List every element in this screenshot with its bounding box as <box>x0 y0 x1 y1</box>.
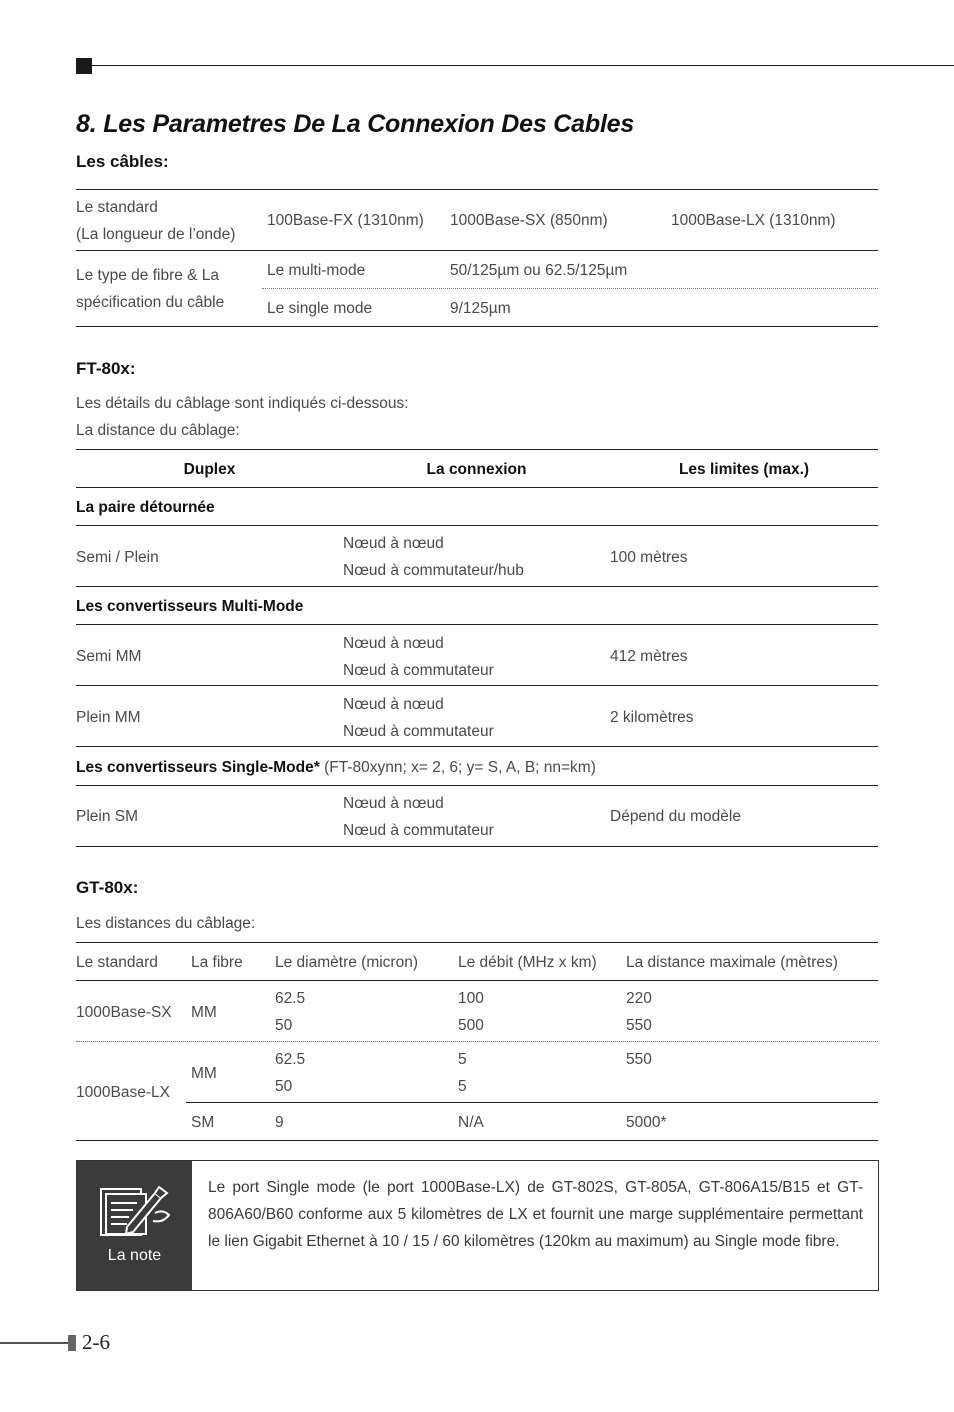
ft80x-row3-duplex: Plein MM <box>76 709 141 726</box>
ft80x-row3-connexion-line2: Nœud à commutateur <box>343 723 494 740</box>
ft80x-row4-connexion <box>343 790 494 844</box>
gt80x-sx-diameter-2: 50 <box>275 1017 293 1034</box>
cables-row-divider <box>76 250 878 251</box>
cables-fibre-type-label-line1: Le type de fibre & La <box>76 267 220 284</box>
gt80x-sx-max-distance-1: 220 <box>626 990 652 1007</box>
ft80x-row1-limit: 100 mètres <box>610 549 688 566</box>
ft80x-section-multimode: Les convertisseurs Multi-Mode <box>76 598 304 615</box>
gt80x-lx-diameter-sm: 9 <box>275 1114 284 1131</box>
gt80x-lx-diameter <box>275 1046 305 1100</box>
cables-table-bottom-rule <box>76 326 878 327</box>
ft80x-section-twisted-pair: La paire détournée <box>76 499 215 516</box>
gt80x-sx-bandwidth <box>458 985 484 1039</box>
header-rule <box>92 65 954 66</box>
gt80x-heading: GT-80x: <box>76 878 139 897</box>
cables-standard-label-line2: (La longueur de l’onde) <box>76 226 236 243</box>
gt80x-lx-max-distance-mm: 550 <box>626 1051 652 1068</box>
cables-multimode-value: 50/125µm ou 62.5/125µm <box>450 262 628 279</box>
cables-standard-label-line1: Le standard <box>76 199 158 216</box>
ft80x-table-bottom-rule <box>76 846 878 847</box>
cables-dotted-divider <box>262 288 878 289</box>
ft80x-row1-connexion <box>343 530 524 584</box>
gt80x-sx-bandwidth-2: 500 <box>458 1017 484 1034</box>
gt80x-lx-fibre-sm: SM <box>191 1114 215 1131</box>
gt80x-lx-divider <box>186 1102 878 1103</box>
gt80x-dotted-divider <box>76 1041 878 1042</box>
gt80x-lx-diameter-2: 50 <box>275 1078 293 1095</box>
ft80x-row4-limit: Dépend du modèle <box>610 808 741 825</box>
gt80x-lx-bandwidth <box>458 1046 467 1100</box>
note-pen-icon <box>97 1183 173 1239</box>
note-text: Le port Single mode (le port 1000Base-LX) de GT-802S, GT-805A, GT-806A15/B15 et GT-806A60/B60 conforme aux 5 kilomètres de LX et fournit une marge supplémentaire permettant le lien Gigabit Ethernet à 10 / 15 / 60 kilomètres (120km au maximum) au Single mode fibre. <box>208 1179 863 1250</box>
cables-fibre-type-label <box>76 262 224 316</box>
ft80x-row4-connexion-line2: Nœud à commutateur <box>343 822 494 839</box>
gt80x-header-bandwidth: Le débit (MHz x km) <box>458 954 597 971</box>
ft80x-row1-connexion-line2: Nœud à commutateur/hub <box>343 562 524 579</box>
cables-standard-sx: 1000Base-SX (850nm) <box>450 212 608 229</box>
gt80x-sx-bandwidth-1: 100 <box>458 990 484 1007</box>
ft80x-row2-limit: 412 mètres <box>610 648 688 665</box>
gt80x-sx-diameter-1: 62.5 <box>275 990 306 1007</box>
gt80x-intro: Les distances du câblage: <box>76 915 256 932</box>
ft80x-section-singlemode-title: Les convertisseurs Single-Mode* <box>76 759 320 776</box>
ft80x-row1-connexion-line1: Nœud à nœud <box>343 535 444 552</box>
gt80x-lx-max-distance-sm: 5000* <box>626 1114 667 1131</box>
gt80x-sx-max-distance <box>626 985 652 1039</box>
ft80x-intro-distance: La distance du câblage: <box>76 422 240 439</box>
gt80x-header-diameter: Le diamètre (micron) <box>275 954 418 971</box>
cables-standard-fx: 100Base-FX (1310nm) <box>267 212 424 229</box>
cables-fibre-type-label-line2: spécification du câble <box>76 294 225 311</box>
cables-table-top-rule <box>76 189 878 190</box>
ft80x-header-duplex: Duplex <box>183 461 236 478</box>
ft80x-section1-rule <box>76 525 878 526</box>
ft80x-row2-connexion <box>343 630 494 684</box>
gt80x-lx-fibre-mm: MM <box>191 1065 217 1082</box>
cables-singlemode-value: 9/125µm <box>450 300 511 317</box>
cables-heading: Les câbles: <box>76 152 169 171</box>
gt80x-lx-diameter-1: 62.5 <box>275 1051 306 1068</box>
gt80x-table-top-rule <box>76 942 878 943</box>
ft80x-header-connexion: La connexion <box>426 461 527 478</box>
gt80x-header-max-distance: La distance maximale (mètres) <box>626 954 838 971</box>
gt80x-lx-bandwidth-1: 5 <box>458 1051 467 1068</box>
ft80x-row3-connexion-line1: Nœud à nœud <box>343 696 444 713</box>
ft80x-row3-limit: 2 kilomètres <box>610 709 694 726</box>
cables-singlemode-label: Le single mode <box>267 300 373 317</box>
ft80x-table-top-rule <box>76 449 878 450</box>
ft80x-intro-details: Les détails du câblage sont indiqués ci-dessous: <box>76 395 409 412</box>
ft80x-row3-connexion <box>343 691 494 745</box>
ft80x-row1-rule <box>76 586 878 587</box>
footer-marker <box>68 1335 76 1351</box>
gt80x-lx-bandwidth-sm: N/A <box>458 1114 484 1131</box>
gt80x-table-bottom-rule <box>76 1140 878 1141</box>
ft80x-header-rule <box>76 487 878 488</box>
footer-rule <box>0 1342 68 1344</box>
gt80x-lx-standard: 1000Base-LX <box>76 1084 170 1101</box>
ft80x-row2-duplex: Semi MM <box>76 648 142 665</box>
gt80x-header-fibre: La fibre <box>191 954 243 971</box>
gt80x-header-rule <box>76 980 878 981</box>
header-marker <box>76 58 92 74</box>
page-number: 2-6 <box>82 1330 110 1354</box>
gt80x-sx-diameter <box>275 985 305 1039</box>
ft80x-row1-duplex: Semi / Plein <box>76 549 159 566</box>
page-title: 8. Les Parametres De La Connexion Des Cables <box>76 110 635 138</box>
gt80x-header-standard: Le standard <box>76 954 158 971</box>
ft80x-row4-connexion-line1: Nœud à nœud <box>343 795 444 812</box>
gt80x-lx-bandwidth-2: 5 <box>458 1078 467 1095</box>
ft80x-row4-duplex: Plein SM <box>76 808 139 825</box>
cables-standard-lx: 1000Base-LX (1310nm) <box>671 212 836 229</box>
ft80x-row3-rule <box>76 746 878 747</box>
cables-standard-label <box>76 194 235 248</box>
ft80x-section3-rule <box>76 785 878 786</box>
note-label: La note <box>107 1247 162 1264</box>
gt80x-sx-fibre: MM <box>191 1004 217 1021</box>
ft80x-section-singlemode <box>76 754 596 781</box>
ft80x-header-limits: Les limites (max.) <box>678 461 810 478</box>
note-sidebar <box>77 1161 192 1290</box>
ft80x-section-singlemode-detail: (FT-80xynn; x= 2, 6; y= S, A, B; nn=km) <box>319 759 596 776</box>
gt80x-sx-max-distance-2: 550 <box>626 1017 652 1034</box>
ft80x-section2-rule <box>76 624 878 625</box>
cables-multimode-label: Le multi-mode <box>267 262 366 279</box>
ft80x-heading: FT-80x: <box>76 359 136 378</box>
ft80x-row2-connexion-line2: Nœud à commutateur <box>343 662 494 679</box>
ft80x-row2-connexion-line1: Nœud à nœud <box>343 635 444 652</box>
ft80x-row2-rule <box>76 685 878 686</box>
gt80x-sx-standard: 1000Base-SX <box>76 1004 172 1021</box>
note-box <box>76 1160 879 1291</box>
